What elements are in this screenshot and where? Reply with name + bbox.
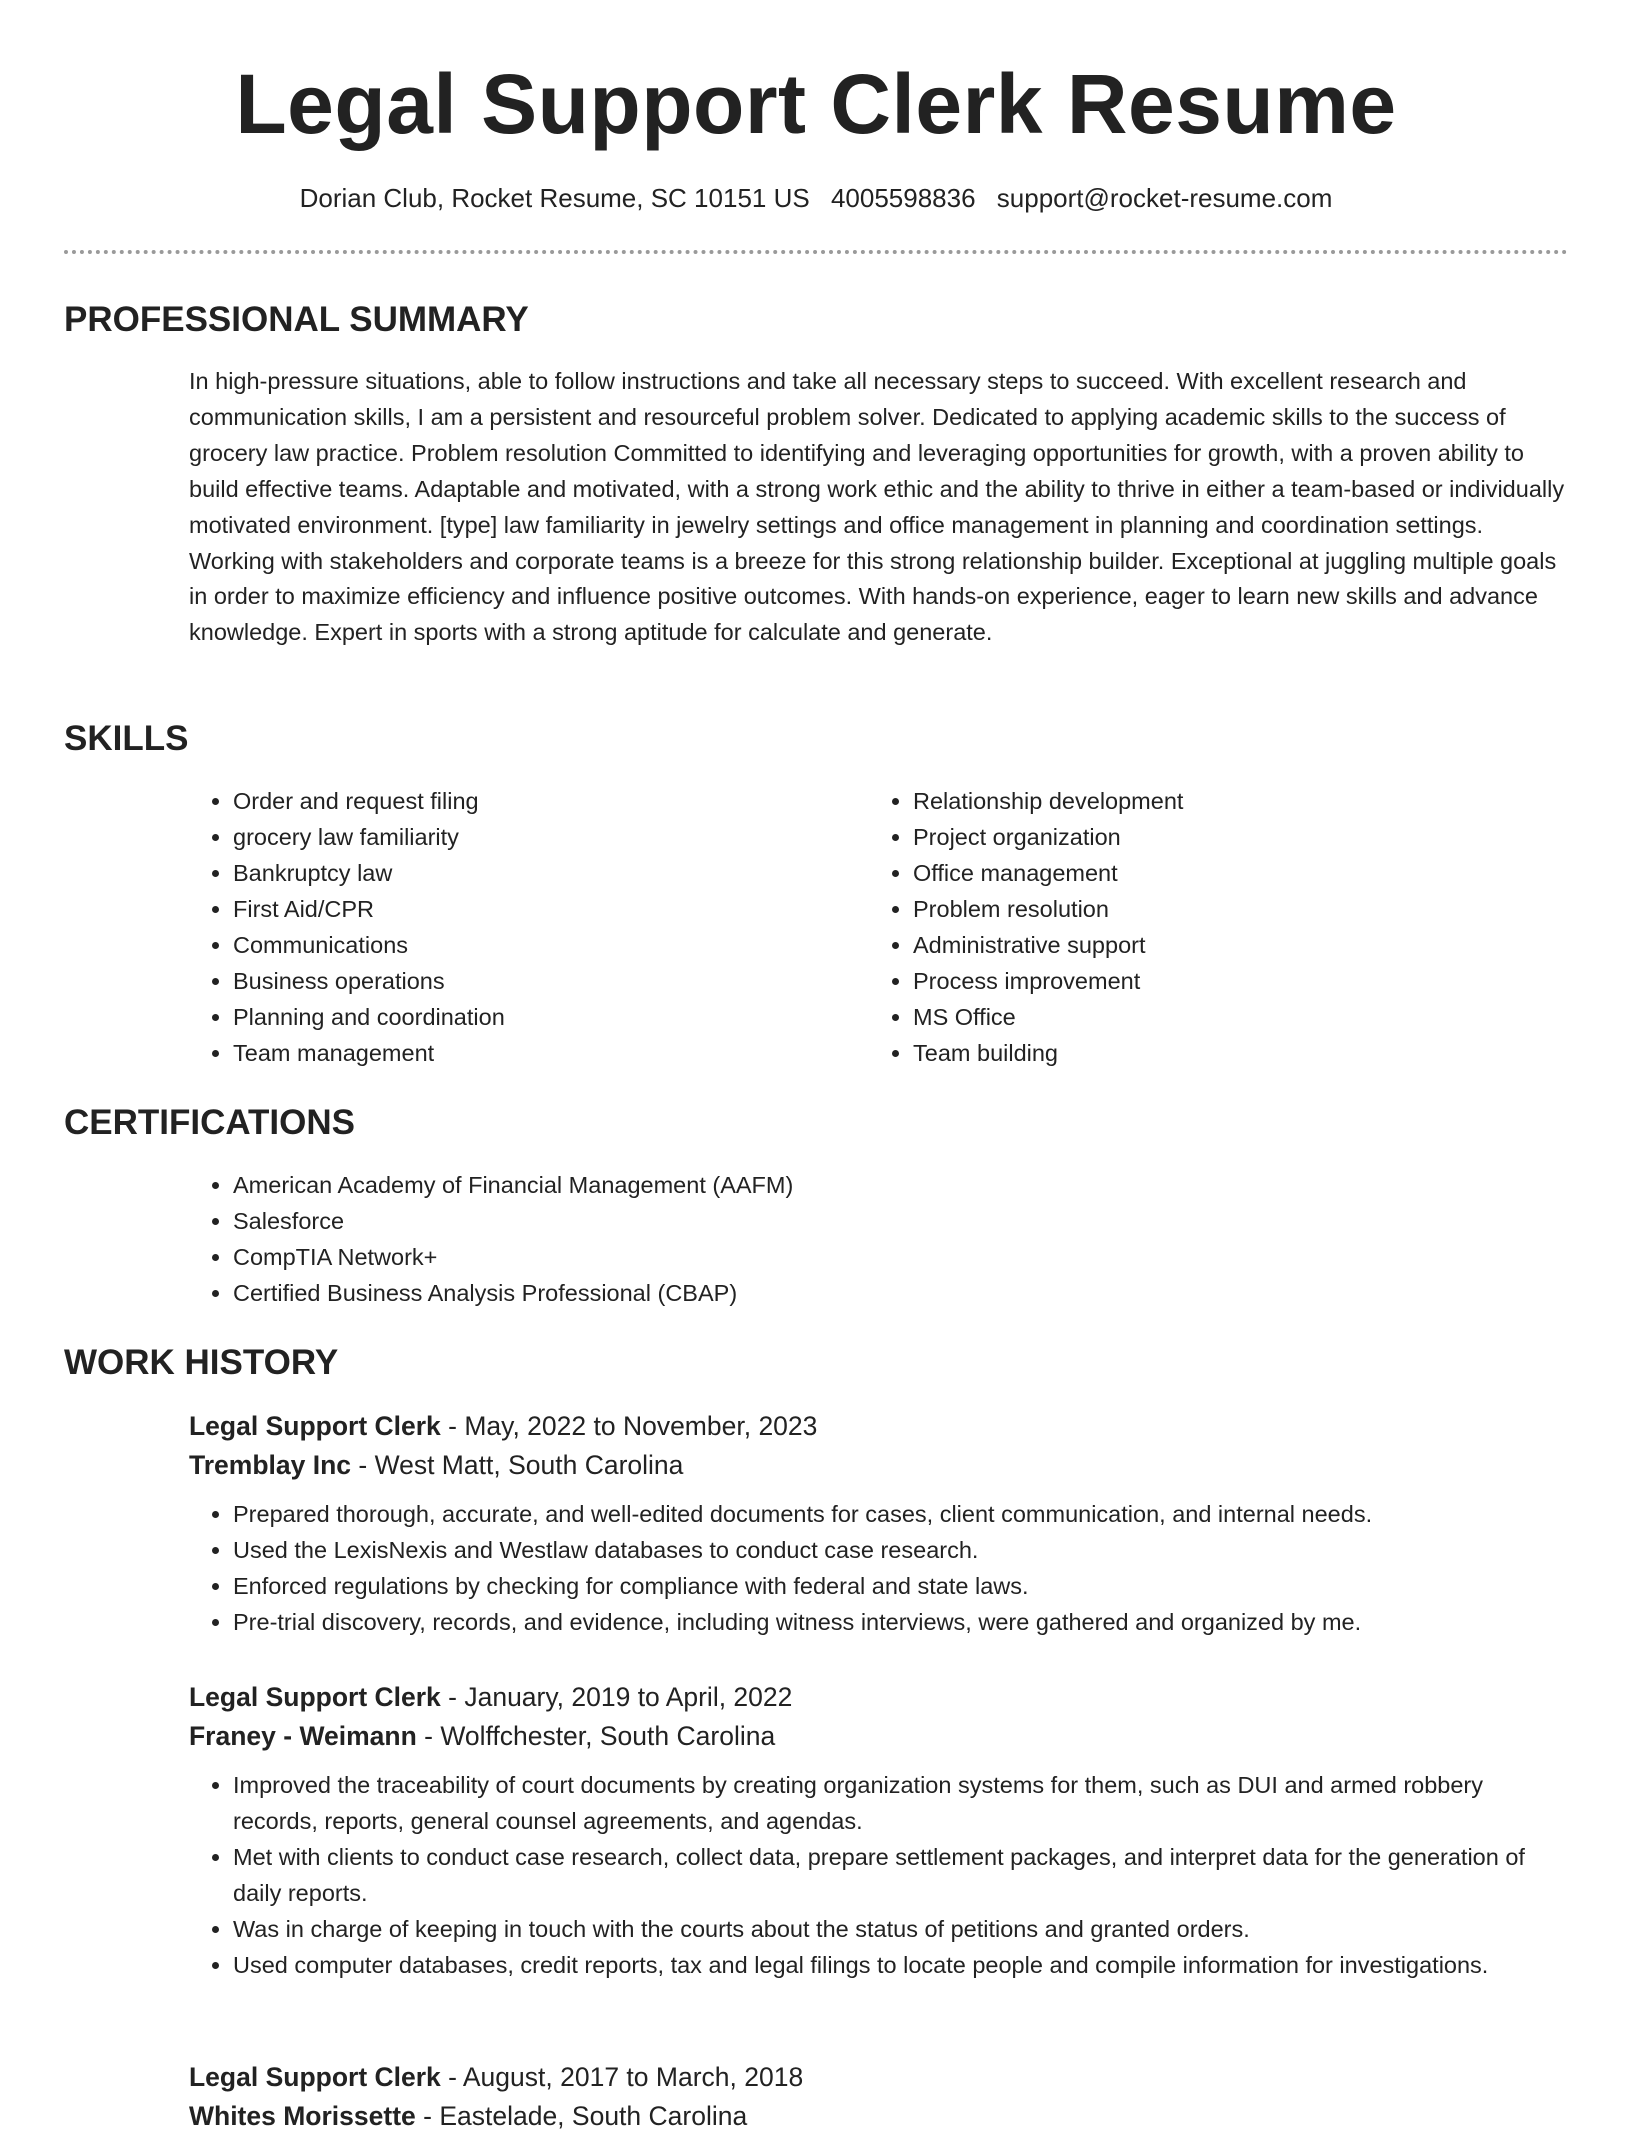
job-bullets: [189, 1496, 1569, 1640]
skills-right-list: [869, 783, 1509, 1071]
job-dates: - August, 2017 to March, 2018: [440, 2062, 804, 2092]
skill-item: • Bankruptcy law: [233, 855, 829, 891]
skill-item: • Problem resolution: [913, 891, 1509, 927]
job-company: Tremblay Inc: [189, 1450, 352, 1480]
job-bullet: • Was in charge of keeping in touch with the courts about the status of petitions and granted orders.: [233, 1911, 1569, 1947]
job-bullet: • Used computer databases, credit reports, tax and legal filings to locate people and compile information for investigations.: [233, 1947, 1569, 1983]
certification-item: • Certified Business Analysis Professional (CBAP): [233, 1275, 1489, 1311]
work-history-heading: WORK HISTORY: [64, 1343, 339, 1382]
job-title-line: [189, 1407, 1569, 1446]
skill-item: • grocery law familiarity: [233, 819, 829, 855]
contact-line: [0, 180, 1632, 216]
job-entry: [189, 1678, 1569, 1983]
job-entry: [189, 2058, 1569, 2136]
job-title-line: [189, 1678, 1569, 1717]
job-location: - Wolffchester, South Carolina: [416, 1721, 776, 1751]
skill-item: • Process improvement: [913, 963, 1509, 999]
job-company-line: [189, 2097, 1569, 2136]
job-bullet: • Prepared thorough, accurate, and well-edited documents for cases, client communication, and internal needs.: [233, 1496, 1569, 1532]
certification-item: • American Academy of Financial Management (AAFM): [233, 1167, 1489, 1203]
skills-right-column: [869, 783, 1509, 1071]
skills-left-list: [189, 783, 829, 1071]
contact-phone: 4005598836: [830, 183, 976, 213]
certifications-list: [189, 1167, 1489, 1311]
skills-left-column: [189, 783, 829, 1071]
skills-heading: SKILLS: [64, 719, 189, 758]
contact-email: support@rocket-resume.com: [996, 183, 1333, 213]
certification-item: • Salesforce: [233, 1203, 1489, 1239]
resume-title: Legal Support Clerk Resume: [235, 57, 1397, 151]
header-divider: [64, 250, 1568, 254]
skill-item: • Team building: [913, 1035, 1509, 1071]
job-company: Franey - Weimann: [189, 1721, 417, 1751]
job-title-line: [189, 2058, 1569, 2097]
skill-item: • Project organization: [913, 819, 1509, 855]
skill-item: • Business operations: [233, 963, 829, 999]
job-location: - Eastelade, South Carolina: [415, 2101, 748, 2131]
job-title: Legal Support Clerk: [189, 2062, 441, 2092]
certification-item: • CompTIA Network+: [233, 1239, 1489, 1275]
summary-text: In high-pressure situations, able to follow instructions and take all necessary steps to succeed. With excellent research and communication skills, I am a persistent and resourceful problem solver. Dedicated to applying academic skills to the success of grocery law practice. Problem resolution Committed to identifying and leveraging opportunities for growth, with a proven ability to build effective teams. Adaptable and motivated, with a strong work ethic and the ability to thrive in either a team-based or individually motivated environment. [type] law familiarity in jewelry settings and office management in planning and coordination settings. Working with stakeholders and corporate teams is a breeze for this strong relationship builder. Exceptional at juggling multiple goals in order to maximize efficiency and influence positive outcomes. With hands-on experience, eager to learn new skills and advance knowledge. Expert in sports with a strong aptitude for calculate and generate.: [189, 368, 1565, 646]
job-company-line: [189, 1446, 1569, 1485]
skill-item: • Office management: [913, 855, 1509, 891]
job-entry: [189, 1407, 1569, 1640]
job-company: Whites Morissette: [189, 2101, 416, 2131]
skill-item: • First Aid/CPR: [233, 891, 829, 927]
job-title: Legal Support Clerk: [189, 1411, 441, 1441]
skill-item: • Planning and coordination: [233, 999, 829, 1035]
skill-item: • Relationship development: [913, 783, 1509, 819]
job-bullet: • Improved the traceability of court documents by creating organization systems for them, such as DUI and armed robbery records, reports, general counsel agreements, and agendas.: [233, 1767, 1569, 1839]
job-bullets: [189, 1767, 1569, 1983]
certifications-block: [189, 1167, 1489, 1311]
job-bullet: • Met with clients to conduct case research, collect data, prepare settlement packages, and interpret data for the generation of daily reports.: [233, 1839, 1569, 1911]
job-dates: - January, 2019 to April, 2022: [440, 1682, 793, 1712]
skill-item: • Communications: [233, 927, 829, 963]
certifications-heading: CERTIFICATIONS: [64, 1103, 356, 1142]
job-bullet: • Enforced regulations by checking for compliance with federal and state laws.: [233, 1568, 1569, 1604]
skill-item: • Team management: [233, 1035, 829, 1071]
skill-item: • Order and request filing: [233, 783, 829, 819]
skill-item: • MS Office: [913, 999, 1509, 1035]
contact-address: Dorian Club, Rocket Resume, SC 10151 US: [299, 183, 810, 213]
skill-item: • Administrative support: [913, 927, 1509, 963]
job-bullet: • Used the LexisNexis and Westlaw databases to conduct case research.: [233, 1532, 1569, 1568]
job-company-line: [189, 1717, 1569, 1756]
job-title: Legal Support Clerk: [189, 1682, 441, 1712]
summary-heading: PROFESSIONAL SUMMARY: [64, 300, 529, 339]
job-location: - West Matt, South Carolina: [351, 1450, 684, 1480]
job-bullet: • Pre-trial discovery, records, and evidence, including witness interviews, were gathered and organized by me.: [233, 1604, 1569, 1640]
job-dates: - May, 2022 to November, 2023: [440, 1411, 818, 1441]
